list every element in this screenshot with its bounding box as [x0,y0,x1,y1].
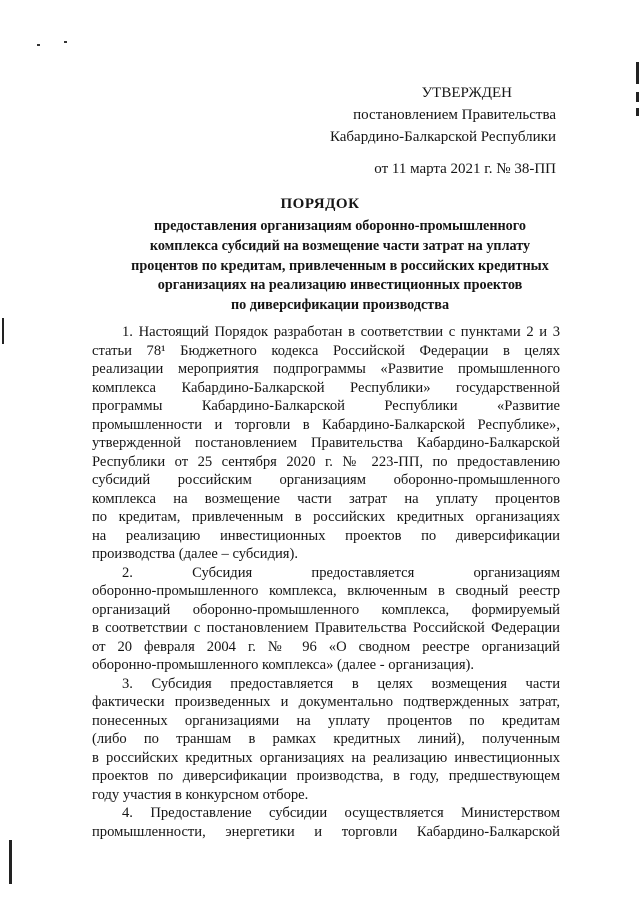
scan-edge-mark [636,62,639,84]
paragraph-1-line: утвержденной постановлением Правительства Кабардино-Балкарской [92,435,560,451]
subtitle-line: по диверсификации производства [230,297,450,314]
approval-line: постановлением Правительства [353,107,556,123]
approval-heading: УТВЕРЖДЕН [421,85,512,101]
scan-speck [64,41,67,43]
paragraph-3-line: понесенных организациями на уплату процентов по кредитам [92,712,560,729]
paragraph-4-line: 4. Предоставление субсидии осуществляется Министерством [122,805,560,821]
scan-edge-mark [636,92,639,102]
paragraph-2-line: оборонно-промышленного комплекса, включенным в сводный реестр [92,583,560,599]
paragraph-3-line: году участия в конкурсном отборе. [92,786,309,803]
paragraph-1-line: на реализацию инвестиционных проектов по диверсификации [92,527,560,544]
paragraph-2-line: организаций оборонно-промышленного комплекса, формируемый [92,601,560,618]
paragraph-1-line: Республики от 25 сентября 2020 г. № 223-ПП, по предоставлению [92,453,560,470]
paragraph-2-line: от 20 февраля 2004 г. № 96 «О сводном реестре организаций [92,638,560,655]
paragraph-1-line: реализации мероприятия подпрограммы «Развитие промышленного [92,361,560,377]
approval-stamp [330,82,556,180]
paragraph-3-line: 3. Субсидия предоставляется в целях возмещения части [122,675,560,692]
paragraph-1-line: программы Кабардино-Балкарской Республики «Развитие [92,398,560,414]
scan-speck [37,44,40,46]
approval-date: от 11 марта 2021 г. № 38-ПП [374,161,556,177]
subtitle-line: предоставления организациям оборонно-промышленного [154,218,526,234]
paragraph-1-line: статьи 78¹ Бюджетного кодекса Российской Федерации в целях [92,342,560,359]
paragraph-1-line: комплекса на возмещение части затрат на уплату процентов [92,490,560,507]
paragraph-1-line: по кредитам, привлеченным в российских кредитных организациях [92,509,560,525]
paragraph-4-line: промышленности, энергетики и торговли Кабардино-Балкарской [92,823,560,840]
scan-edge-mark [636,108,639,116]
subtitle-line: организациях на реализацию инвестиционных проектов [157,277,523,294]
approval-line: Кабардино-Балкарской Республики [329,129,556,145]
document-title: ПОРЯДОК [280,196,360,212]
paragraph-3-line: проектов по диверсификации производства, в году, предшествующем [92,768,560,784]
paragraph-2-line: в соответствии с постановлением Правительства Российской Федерации [92,620,560,636]
paragraph-2-line: оборонно-промышленного комплекса» (далее - организация). [92,657,475,673]
paragraph-1-line: промышленности и торговли в Кабардино-Балкарской Республике», [92,416,560,433]
paragraph-1-line: субсидий российским организациям оборонно-промышленного [92,472,560,488]
subtitle-line: процентов по кредитам, привлеченным в российских кредитных [131,257,549,274]
scan-edge-mark [9,840,12,884]
paragraph-1-line: 1. Настоящий Порядок разработан в соответствии с пунктами 2 и 3 [122,324,560,340]
subtitle-line: комплекса субсидий на возмещение части затрат на уплату [149,237,531,254]
paragraph-1-line: производства (далее – субсидия). [92,546,299,562]
document-subtitle [116,217,564,316]
document-body [92,323,560,841]
scan-edge-mark [2,318,4,344]
paragraph-3-line: (либо по траншам в рамках кредитных линий), полученным [92,731,560,747]
paragraph-2-line: 2. Субсидия предоставляется организациям [122,564,560,581]
paragraph-1-line: комплекса Кабардино-Балкарской Республики» государственной [92,379,560,396]
paragraph-3-line: фактически произведенных и документально подтвержденных затрат, [92,694,560,710]
paragraph-3-line: в российских кредитных организациях на реализацию инвестиционных [92,749,560,766]
